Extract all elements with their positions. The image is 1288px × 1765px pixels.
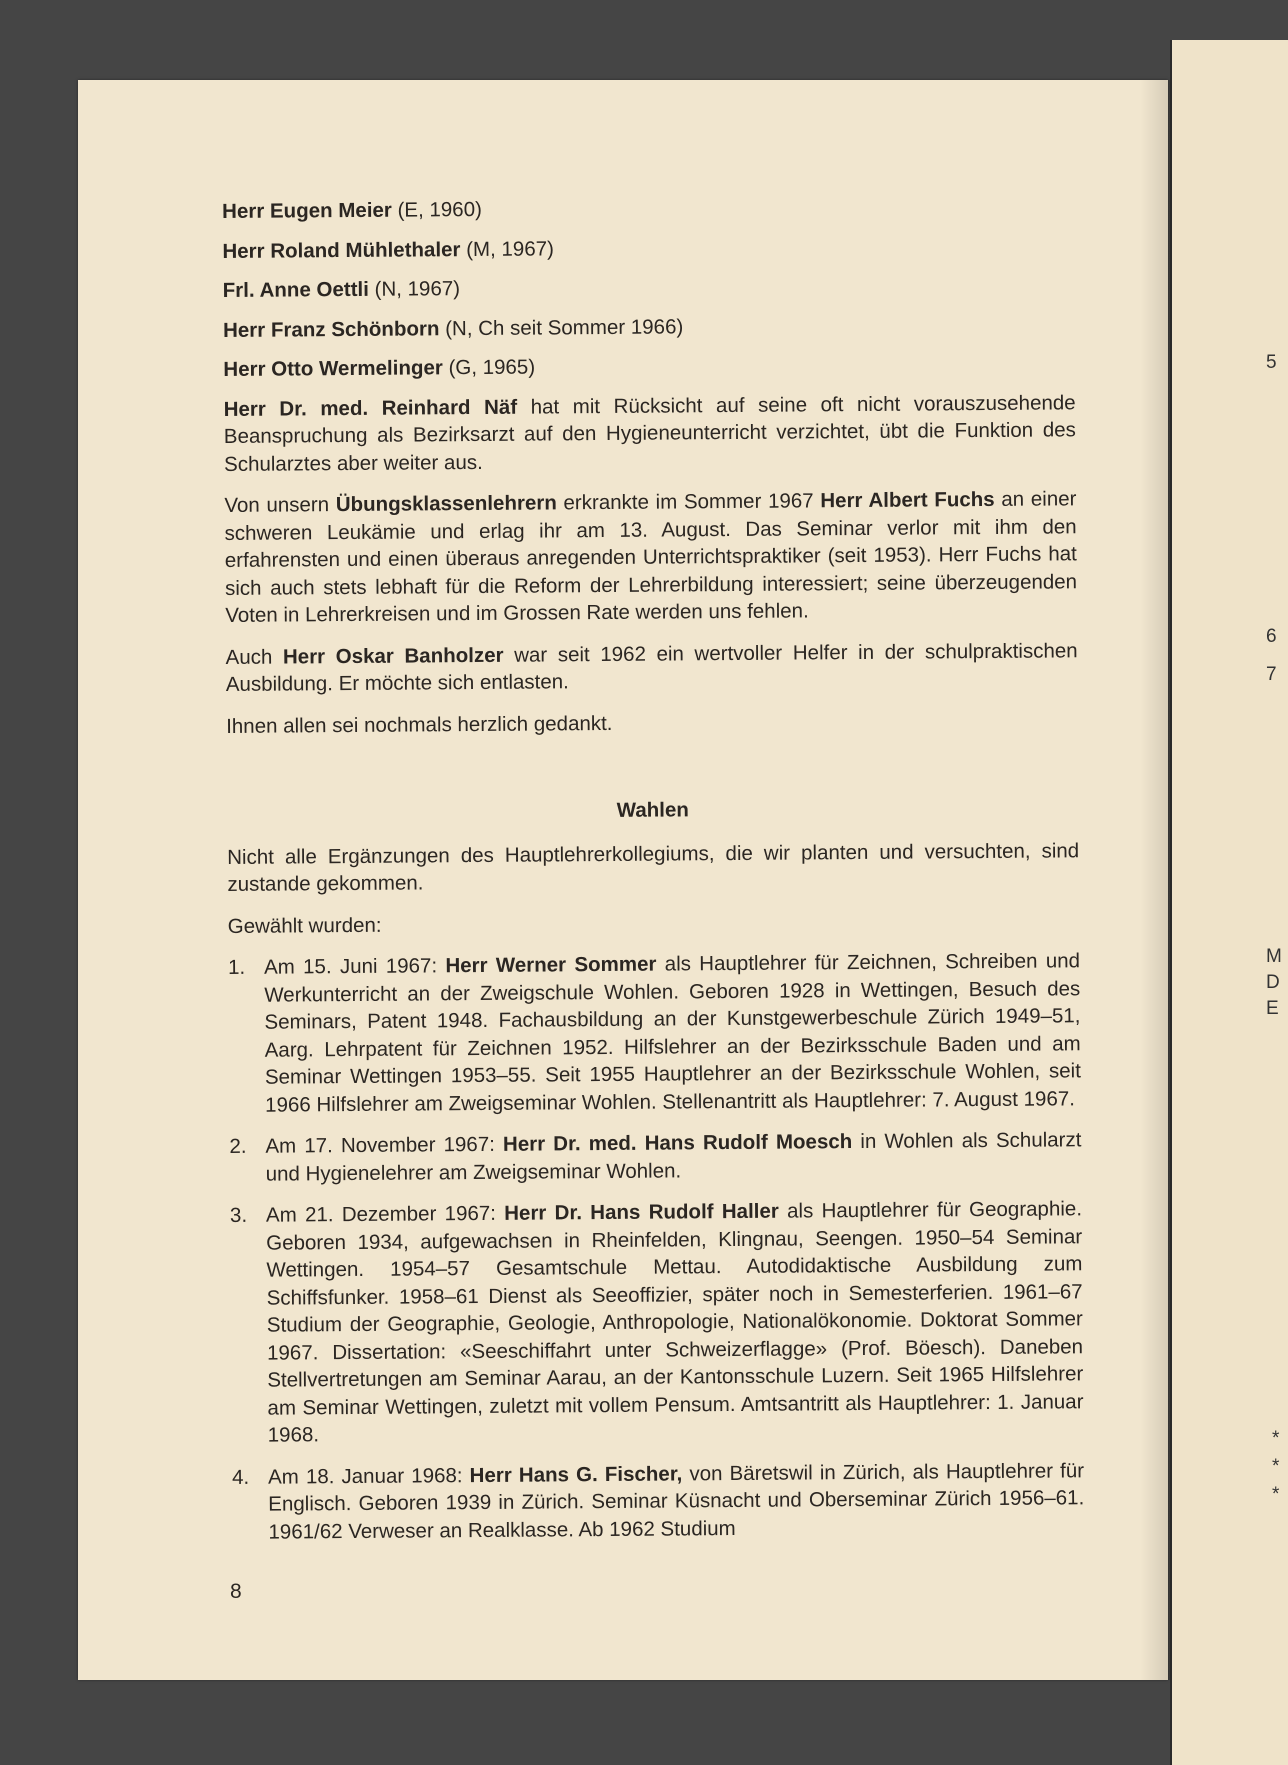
item-date: Am 21. Dezember 1967: [265,1201,505,1227]
item-number: 1. [227,955,246,979]
item-number: 2. [229,1134,247,1158]
elected-item [232,1457,1085,1546]
staff-entry [222,191,1074,225]
staff-entry [223,349,1075,383]
staff-name: Frl. Anne Oettli [222,277,369,302]
margin-mark: 6 [1266,626,1277,647]
item-text: in Wohlen als Schularzt und Hygienelehrer am Zweigseminar Wohlen. [265,1128,1082,1186]
banholzer-text: Auch [225,645,284,669]
facing-page-edge [1170,40,1288,1765]
margin-mark: E [1266,998,1279,1019]
staff-detail: (N, Ch seit Sommer 1966) [439,314,684,340]
staff-detail: (E, 1960) [391,197,482,222]
fuchs-bold: Übungsklassenlehrern [335,491,557,517]
staff-name: Herr Franz Schönborn [222,316,440,342]
banholzer-paragraph [225,637,1077,699]
item-name: Herr Dr. med. Hans Rudolf Moesch [502,1130,853,1156]
banholzer-text: war seit 1962 ein wertvoller Helfer in der schulpraktischen Ausbildung. Er möchte sich entlasten. [225,638,1078,696]
item-text: von Bäretswil in Zürich, als Hauptlehrer für Englisch. Geboren 1939 in Zürich. Seminar Küsnacht und Oberseminar Zürich 1956–61. 1961/62 Verweser an Realklasse. Ab 1962 Studium [268,1458,1085,1544]
thanks-paragraph: Ihnen allen sei nochmals herzlich gedankt. [226,711,613,738]
staff-name: Herr Otto Wermelinger [223,356,443,381]
staff-detail: (N, 1967) [368,277,461,301]
wahlen-intro: Nicht alle Ergänzungen des Hauptlehrerkollegiums, die wir planten und versuchten, sind zustande gekommen. [227,838,1080,896]
page-number: 8 [230,1580,242,1603]
margin-mark: 7 [1266,664,1277,685]
item-name: Herr Werner Sommer [445,952,657,978]
elected-item [230,1195,1084,1449]
fuchs-text: erkrankte im Sommer 1967 [556,489,821,515]
page-gutter-shadow [1140,80,1170,1680]
naef-text: hat mit Rücksicht auf seine oft nicht vorauszusehende Beanspruchung als Bezirksarzt auf den Hygieneunterricht verzichtet, übt die Funktion des Schularztes aber weiter aus. [223,390,1076,476]
staff-name: Herr Roland Mühlethaler [222,237,461,263]
item-text: als Hauptlehrer für Zeichnen, Schreiben und Werkunterricht an der Zweigschule Wohlen. Geboren 1928 in Wettingen, Besuch des Seminars, Patent 1948. Fachausbildung an der Kunstgewerbeschule Zürich 1949–51, Aarg. Lehrpatent für Zeichnen 1952. Hilfslehrer an der Bezirksschule Baden und am Seminar Wettingen 1953–55. Seit 1955 Hauptlehrer an der Bezirksschule Wohlen, seit 1966 Hilfslehrer am Zweigseminar Wohlen. Stellenantritt als Hauptlehrer: 7. August 1967. [264,949,1081,1117]
elected-label: Gewählt wurden: [227,913,382,938]
fuchs-name: Herr Albert Fuchs [820,487,995,513]
banholzer-name: Herr Oskar Banholzer [282,643,504,669]
margin-mark: D [1266,972,1280,993]
staff-name: Herr Eugen Meier [222,198,392,223]
item-number: 3. [229,1203,248,1227]
naef-paragraph [224,389,1077,478]
section-heading: Wahlen [616,798,689,822]
margin-mark: 5 [1266,352,1277,373]
fuchs-paragraph [224,485,1077,629]
page-content [222,191,1085,1560]
item-date: Am 15. Juni 1967: [263,954,446,979]
staff-entry [223,270,1075,304]
item-text: als Hauptlehrer für Geographie. Geboren 1934, aufgewachsen in Rheinfelden, Klingnau, Seengen. 1950–54 Seminar Wettingen. 1954–57 Gesamtschule Mettau. Autodidaktische Ausbildung zum Schiffsfunker. 1958–61 Dienst als Seeoffizier, später noch in Semesterferien. 1961–67 Studium der Geographie, Geologie, Anthropologie, Nationalökonomie. Doktorat Sommer 1967. Dissertation: «Seeschiffahrt unter Schweizerflagge» (Prof. Böesch). Daneben Stellvertretungen am Seminar Aarau, an der Kantonsschule Luzern. Seit 1965 Hilfslehrer am Seminar Wettingen, zuletzt mit vollem Pensum. Amtsantritt als Hauptlehrer: 1. Januar 1968. [266,1197,1084,1447]
elected-list [228,947,1085,1546]
staff-detail: (G, 1965) [442,355,536,380]
staff-entry [222,231,1074,265]
fuchs-text: an einer schweren Leukämie und erlag ihr am 13. August. Das Seminar verlor mit ihm den erfahrensten und einen überaus anregenden Unterrichtspraktiker (seit 1953). Herr Fuchs hat sich auch stets lebhaft für die Reform der Lehrerbildung interessiert; seine überzeugenden Voten in Lehrerkreisen und im Grossen Rate werden uns fehlen. [224,487,1078,627]
item-name: Herr Hans G. Fischer, [469,1461,683,1487]
elected-item [228,947,1081,1119]
staff-detail: (M, 1967) [460,236,554,261]
margin-mark: M [1266,946,1282,967]
item-date: Am 18. Januar 1968: [267,1463,470,1489]
item-number: 4. [231,1465,250,1489]
item-name: Herr Dr. Hans Rudolf Haller [504,1199,779,1225]
margin-mark: * [1272,1484,1280,1505]
naef-name: Herr Dr. med. Reinhard Näf [223,395,518,421]
item-date: Am 17. November 1967: [265,1132,504,1158]
margin-mark: * [1272,1456,1280,1477]
margin-mark: * [1272,1428,1280,1449]
elected-item [229,1126,1081,1188]
fuchs-text: Von unsern [224,493,336,517]
staff-entry [223,310,1075,344]
